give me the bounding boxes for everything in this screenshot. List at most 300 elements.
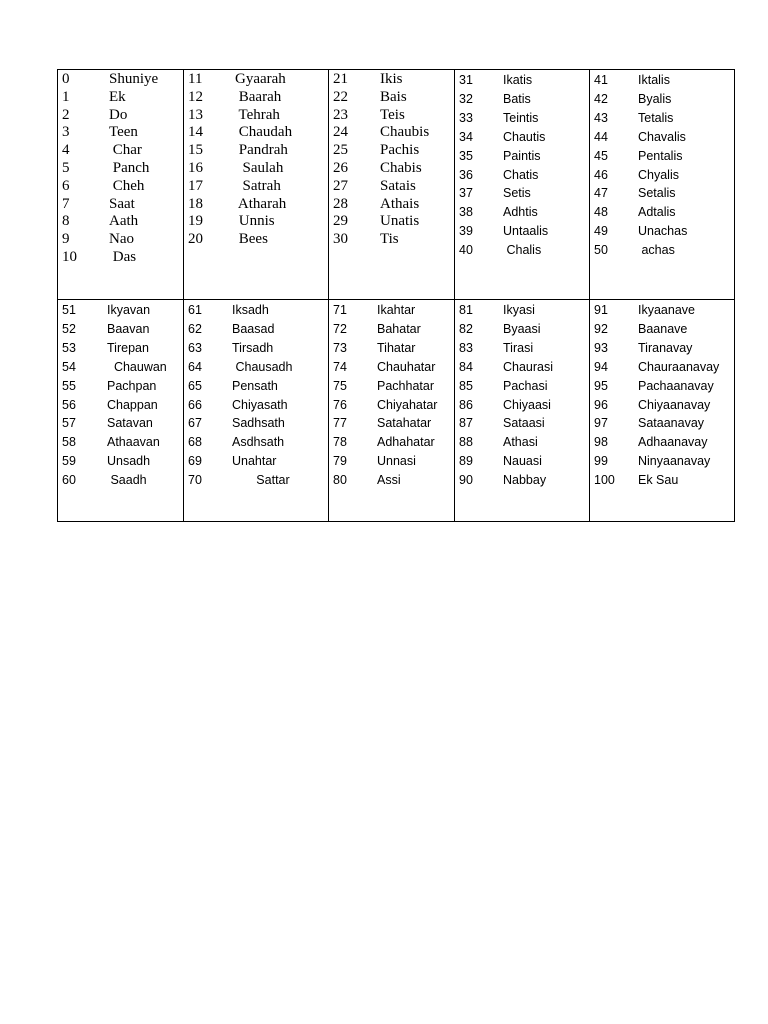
list-item [455,377,589,396]
list-item [590,377,734,396]
number-word: Chavalis [638,129,686,144]
list-item [455,339,589,358]
number-value: 59 [62,454,76,469]
number-value: 81 [459,303,473,317]
number-word: Chyalis [638,167,679,182]
number-word: Gyaarah [235,71,286,87]
list-item [329,452,454,471]
number-word: Panch [109,159,150,176]
number-word: Chiyaanavay [638,397,711,412]
number-value: 90 [459,473,473,488]
number-value: 13 [188,106,203,123]
number-value: 14 [188,124,203,141]
number-value: 50 [594,243,608,258]
number-value: 57 [62,416,76,431]
number-word: Ikatis [503,73,533,87]
list-item [329,107,454,125]
number-word: Ikyaanave [638,303,695,317]
list-item [329,89,454,107]
number-word: Pachis [380,142,420,159]
number-names-table [57,69,735,522]
list-item [58,160,183,178]
list-item [184,196,328,214]
list-item [184,471,328,490]
number-word: Ikyasi [503,303,535,317]
list-item [329,414,454,433]
number-value: 16 [188,159,203,176]
number-list [590,70,734,260]
list-item [184,339,328,358]
number-word: Bahatar [377,321,421,336]
list-item [58,377,183,396]
number-value: 85 [459,378,473,393]
number-value: 56 [62,397,76,412]
list-item [590,166,734,185]
list-item [58,231,183,249]
list-item [58,107,183,125]
number-word: Teintis [503,110,539,125]
number-value: 29 [333,213,348,230]
number-value: 46 [594,167,608,182]
list-item [329,396,454,415]
list-item [590,128,734,147]
number-word: Aath [109,213,139,230]
cell-0-10 [58,70,184,300]
list-item [590,396,734,415]
number-word: Chaurasi [503,359,554,374]
list-item [184,213,328,231]
number-value: 88 [459,435,473,450]
list-item [590,358,734,377]
number-value: 33 [459,110,473,125]
list-item [455,320,589,339]
number-value: 40 [459,243,473,258]
list-item [58,196,183,214]
list-item [455,90,589,109]
number-word: Iktalis [638,73,670,87]
number-value: 0 [62,71,70,87]
number-word: Unsadh [107,454,151,469]
list-item [58,71,183,89]
number-value: 72 [333,321,347,336]
number-value: 100 [594,473,615,488]
number-value: 38 [459,205,473,220]
number-word: Tehrah [235,106,280,123]
list-item [590,109,734,128]
number-word: Byalis [638,91,672,106]
list-item [329,301,454,320]
cell-41-50 [590,70,735,300]
number-value: 30 [333,231,348,248]
number-word: Baanave [638,321,688,336]
number-value: 7 [62,195,70,212]
number-value: 91 [594,303,608,317]
list-item [58,89,183,107]
number-word: Chatis [503,167,539,182]
list-item [184,414,328,433]
cell-61-70 [184,300,329,522]
cell-91-100 [590,300,735,522]
list-item [455,452,589,471]
number-word: Ninyaanavay [638,454,711,469]
list-item [58,142,183,160]
list-item [58,124,183,142]
list-item [590,301,734,320]
list-item [184,358,328,377]
number-value: 12 [188,88,203,105]
number-value: 1 [62,88,70,105]
number-value: 86 [459,397,473,412]
list-item [455,222,589,241]
number-word: Saadh [107,473,147,488]
number-word: Shuniye [109,71,159,87]
number-word: Ikyavan [107,303,151,317]
list-item [455,109,589,128]
number-value: 35 [459,148,473,163]
list-item [329,231,454,249]
number-list [184,70,328,249]
cell-31-40 [455,70,590,300]
number-word: achas [638,243,675,258]
list-item [58,301,183,320]
number-word: Chausadh [232,359,293,374]
number-value: 23 [333,106,348,123]
number-value: 62 [188,321,202,336]
number-word: Pachhatar [377,378,434,393]
number-value: 83 [459,340,473,355]
number-word: Ek Sau [638,473,679,488]
list-item [590,71,734,90]
number-value: 4 [62,142,70,159]
number-word: Byaasi [503,321,541,336]
number-word: Satahatar [377,416,432,431]
number-value: 92 [594,321,608,336]
table-row [58,70,735,300]
number-word: Sattar [232,473,290,488]
list-item [58,320,183,339]
list-item [329,124,454,142]
list-item [329,471,454,490]
list-item [184,433,328,452]
number-value: 76 [333,397,347,412]
list-item [58,414,183,433]
number-value: 79 [333,454,347,469]
number-word: Setis [503,186,531,201]
number-word: Paintis [503,148,541,163]
number-value: 21 [333,71,348,87]
list-item [455,241,589,260]
number-value: 96 [594,397,608,412]
list-item [590,222,734,241]
number-value: 20 [188,231,203,248]
list-item [329,433,454,452]
number-value: 28 [333,195,348,212]
number-word: Setalis [638,186,676,201]
number-word: Chiyahatar [377,397,438,412]
list-item [329,377,454,396]
number-word: Pentalis [638,148,683,163]
list-item [455,358,589,377]
list-item [455,71,589,90]
number-word: Unnasi [377,454,416,469]
number-word: Sataasi [503,416,545,431]
number-value: 64 [188,359,202,374]
number-word: Chiyasath [232,397,288,412]
number-value: 61 [188,303,202,317]
list-item [184,89,328,107]
list-item [184,71,328,89]
number-value: 60 [62,473,76,488]
number-word: Nabbay [503,473,547,488]
number-word: Bais [380,88,407,105]
list-item [455,184,589,203]
number-value: 80 [333,473,347,488]
number-word: Adtalis [638,205,676,220]
list-item [58,358,183,377]
number-word: Satavan [107,416,153,431]
number-word: Chiyaasi [503,397,551,412]
list-item [329,196,454,214]
number-list [184,300,328,490]
number-word: Pachasi [503,378,548,393]
number-value: 97 [594,416,608,431]
list-item [590,471,734,490]
number-word: Sadhsath [232,416,285,431]
number-value: 18 [188,195,203,212]
list-item [184,396,328,415]
number-value: 39 [459,224,473,239]
number-word: Adhaanavay [638,435,708,450]
number-value: 75 [333,378,347,393]
number-value: 11 [188,71,203,87]
list-item [184,160,328,178]
number-word: Athaavan [107,435,160,450]
number-value: 19 [188,213,203,230]
list-item [58,471,183,490]
number-value: 89 [459,454,473,469]
number-value: 25 [333,142,348,159]
number-value: 34 [459,129,473,144]
number-word: Chauhatar [377,359,436,374]
number-word: Char [109,142,142,159]
number-word: Tirsadh [232,340,274,355]
list-item [184,231,328,249]
list-item [329,320,454,339]
number-value: 2 [62,106,70,123]
number-value: 36 [459,167,473,182]
list-item [590,147,734,166]
number-value: 55 [62,378,76,393]
list-item [590,452,734,471]
number-value: 70 [188,473,202,488]
number-word: Pachpan [107,378,157,393]
list-item [58,339,183,358]
number-value: 63 [188,340,202,355]
number-value: 6 [62,177,70,194]
list-item [184,320,328,339]
number-word: Asdhsath [232,435,285,450]
list-item [184,124,328,142]
number-value: 53 [62,340,76,355]
number-word: Assi [377,473,401,488]
number-word: Satais [380,177,416,194]
number-word: Tis [380,231,399,248]
number-value: 69 [188,454,202,469]
number-value: 37 [459,186,473,201]
number-word: Chappan [107,397,158,412]
number-word: Adhtis [503,205,538,220]
number-list [455,300,589,490]
list-item [455,471,589,490]
number-word: Chabis [380,159,422,176]
number-word: Chauwan [107,359,167,374]
number-word: Do [109,106,128,123]
list-item [455,203,589,222]
list-item [184,142,328,160]
number-word: Teis [380,106,405,123]
number-word: Chautis [503,129,546,144]
list-item [329,339,454,358]
number-value: 52 [62,321,76,336]
number-value: 5 [62,159,70,176]
number-word: Teen [109,124,138,141]
number-value: 95 [594,378,608,393]
number-word: Cheh [109,177,145,194]
list-item [590,184,734,203]
number-value: 27 [333,177,348,194]
cell-81-90 [455,300,590,522]
number-value: 51 [62,303,76,317]
list-item [329,160,454,178]
number-word: Baavan [107,321,150,336]
number-value: 24 [333,124,348,141]
number-value: 66 [188,397,202,412]
number-value: 68 [188,435,202,450]
number-value: 41 [594,73,608,87]
number-value: 94 [594,359,608,374]
number-value: 58 [62,435,76,450]
list-item [455,301,589,320]
cell-21-30 [329,70,455,300]
number-value: 67 [188,416,202,431]
number-value: 10 [62,248,77,265]
list-item [455,396,589,415]
list-item [590,320,734,339]
list-item [58,249,183,267]
list-item [58,396,183,415]
list-item [329,142,454,160]
number-value: 3 [62,124,70,141]
number-value: 87 [459,416,473,431]
number-word: Athasi [503,435,538,450]
list-item [455,433,589,452]
number-value: 82 [459,321,473,336]
list-item [455,147,589,166]
number-value: 8 [62,213,70,230]
list-item [184,452,328,471]
number-word: Nao [109,231,134,248]
number-value: 78 [333,435,347,450]
number-word: Pandrah [235,142,288,159]
list-item [590,339,734,358]
list-item [455,128,589,147]
list-item [329,213,454,231]
list-item [455,166,589,185]
list-item [58,452,183,471]
number-word: Unnis [235,213,275,230]
number-word: Tetalis [638,110,674,125]
number-value: 17 [188,177,203,194]
list-item [58,178,183,196]
number-value: 9 [62,231,70,248]
list-item [590,433,734,452]
list-item [184,377,328,396]
number-word: Nauasi [503,454,542,469]
list-item [455,414,589,433]
cell-71-80 [329,300,455,522]
number-word: Tihatar [377,340,416,355]
number-value: 77 [333,416,347,431]
number-word: Pensath [232,378,278,393]
number-word: Chaubis [380,124,430,141]
list-item [590,90,734,109]
list-item [329,358,454,377]
number-word: Baasad [232,321,275,336]
number-word: Ek [109,88,126,105]
number-value: 98 [594,435,608,450]
number-value: 99 [594,454,608,469]
number-value: 44 [594,129,608,144]
number-value: 31 [459,73,473,87]
number-value: 74 [333,359,347,374]
number-word: Saat [109,195,135,212]
list-item [58,433,183,452]
list-item [590,203,734,222]
number-word: Satrah [235,177,281,194]
number-word: Tiranavay [638,340,693,355]
list-item [329,178,454,196]
number-value: 42 [594,91,608,106]
list-item [58,213,183,231]
table-row [58,300,735,522]
list-item [184,178,328,196]
number-list [329,70,454,249]
number-word: Adhahatar [377,435,435,450]
number-list [329,300,454,490]
number-word: Das [109,248,137,265]
number-value: 15 [188,142,203,159]
number-word: Chaudah [235,124,293,141]
number-word: Chauraanavay [638,359,720,374]
number-word: Batis [503,91,531,106]
number-value: 32 [459,91,473,106]
number-word: Untaalis [503,224,549,239]
number-value: 47 [594,186,608,201]
number-value: 49 [594,224,608,239]
number-value: 71 [333,303,347,317]
number-word: Chalis [503,243,542,258]
number-word: Unahtar [232,454,277,469]
list-item [184,301,328,320]
number-word: Athais [380,195,420,212]
number-word: Atharah [235,195,287,212]
number-value: 43 [594,110,608,125]
number-value: 54 [62,359,76,374]
number-value: 22 [333,88,348,105]
number-value: 48 [594,205,608,220]
number-word: Unatis [380,213,420,230]
number-value: 26 [333,159,348,176]
